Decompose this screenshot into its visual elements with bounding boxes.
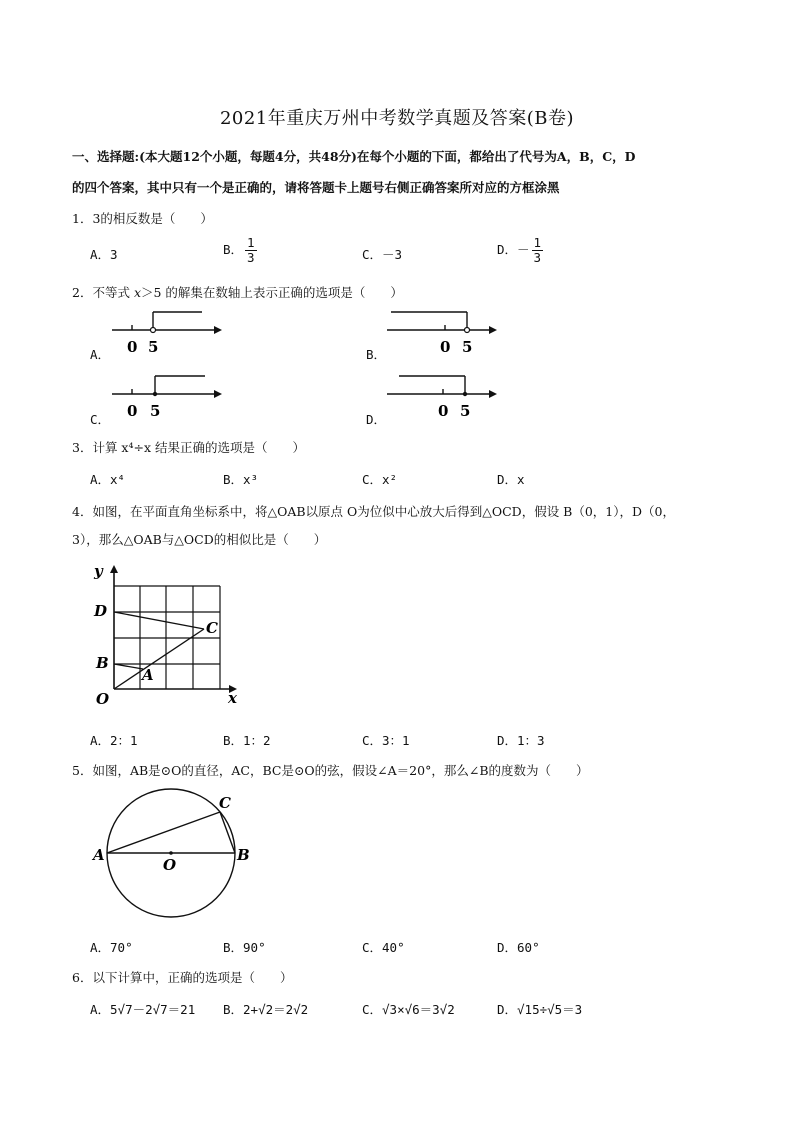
q2-d-tick-0: 0 bbox=[438, 402, 449, 420]
q5-option-c: C．40° bbox=[362, 940, 405, 955]
page-title: 2021年重庆万州中考数学真题及答案(B卷) bbox=[219, 108, 575, 129]
q1-option-d bbox=[497, 236, 543, 265]
q2-stem bbox=[72, 283, 403, 301]
q3-option-d: D．x bbox=[497, 472, 525, 487]
q4-label-o: O bbox=[96, 690, 110, 708]
section-instruction-line2: 的四个答案，其中只有一个是正确的，请将答题卡上题号右侧正确答案所对应的方框涂黑 bbox=[72, 180, 560, 195]
q2-c-tick-5: 5 bbox=[150, 402, 161, 420]
q4-stem-line1: 4．如图，在平面直角坐标系中，将△OAB以原点 O为位似中心放大后得到△OCD，假设 B（0，1），D（0， bbox=[72, 504, 675, 519]
q1-option-d-prefix: D．－ bbox=[497, 242, 530, 257]
q1-option-d-fraction bbox=[532, 236, 544, 265]
q2-label-a: A． bbox=[90, 347, 111, 362]
q5-label-b: B bbox=[237, 846, 250, 864]
q4-option-c: C．3：1 bbox=[362, 733, 410, 748]
q1-d-numerator: 1 bbox=[533, 235, 542, 250]
q5-label-o: O bbox=[163, 856, 177, 874]
q2-a-tick-0: 0 bbox=[127, 338, 138, 356]
q1-option-b bbox=[223, 236, 257, 265]
q2-number-line-a bbox=[110, 308, 230, 358]
q4-label-x: x bbox=[228, 689, 237, 707]
q1-stem: 1．3的相反数是（ ） bbox=[72, 211, 213, 226]
q1-option-c: C．－3 bbox=[362, 247, 403, 262]
q4-label-a: A bbox=[142, 666, 154, 684]
q2-d-tick-5: 5 bbox=[460, 402, 471, 420]
q5-option-d: D．60° bbox=[497, 940, 540, 955]
q1-option-b-fraction bbox=[245, 236, 257, 265]
q4-label-c: C bbox=[206, 619, 218, 637]
q1-b-numerator: 1 bbox=[247, 235, 255, 250]
q3-option-c: C．x² bbox=[362, 472, 398, 487]
q1-option-a: A．3 bbox=[90, 247, 118, 262]
q2-b-tick-0: 0 bbox=[440, 338, 451, 356]
q2-label-b: B． bbox=[366, 347, 387, 362]
q5-chord-ac bbox=[107, 812, 220, 853]
q4-label-y: y bbox=[94, 562, 103, 580]
q2-number-line-d bbox=[385, 372, 505, 422]
q4-triangles bbox=[114, 612, 204, 689]
q3-option-b: B．x³ bbox=[223, 472, 259, 487]
q5-label-c: C bbox=[219, 794, 231, 812]
q2-number-line-c bbox=[110, 372, 230, 422]
q2-b-tick-5: 5 bbox=[462, 338, 473, 356]
q2-label-c: C． bbox=[90, 412, 111, 427]
section-instruction-line1: 一、选择题:(本大题12个小题，每题4分，共48分)在每个小题的下面，都给出了代号为A，B，C，D bbox=[72, 149, 636, 164]
q6-option-d: D．√15÷√5＝3 bbox=[497, 1002, 583, 1017]
q6-stem: 6．以下计算中，正确的选项是（ ） bbox=[72, 970, 293, 985]
q1-d-denominator: 3 bbox=[533, 250, 542, 265]
q1-option-b-prefix: B． bbox=[223, 242, 244, 257]
q4-option-a: A．2：1 bbox=[90, 733, 138, 748]
q5-center-dot bbox=[169, 851, 173, 855]
q6-option-c: C．√3×√6＝3√2 bbox=[362, 1002, 455, 1017]
q5-stem: 5．如图，AB是⊙O的直径，AC，BC是⊙O的弦，假设∠A＝20°，那么∠B的度数为（ ） bbox=[72, 763, 589, 778]
q2-label-d: D． bbox=[366, 412, 387, 427]
q5-label-a: A bbox=[93, 846, 105, 864]
q2-a-tick-5: 5 bbox=[148, 338, 159, 356]
q2-stem-prefix: 2．不等式 bbox=[72, 285, 134, 300]
q3-option-a: A．x⁴ bbox=[90, 472, 126, 487]
q5-chord-bc bbox=[220, 812, 235, 853]
q4-stem-line2: 3），那么△OAB与△OCD的相似比是（ ） bbox=[72, 532, 327, 547]
q4-y-arrow-icon bbox=[110, 565, 118, 573]
q4-option-b: B．1：2 bbox=[223, 733, 271, 748]
q1-b-denominator: 3 bbox=[247, 250, 255, 265]
q2-c-tick-0: 0 bbox=[127, 402, 138, 420]
q2-number-line-b bbox=[385, 308, 505, 358]
q4-option-d: D．1：3 bbox=[497, 733, 545, 748]
q4-coordinate-figure bbox=[88, 560, 248, 708]
q4-grid bbox=[114, 586, 220, 689]
q5-option-a: A．70° bbox=[90, 940, 133, 955]
q4-label-b: B bbox=[96, 654, 109, 672]
q4-label-d: D bbox=[94, 602, 108, 620]
q2-stem-variable: x bbox=[133, 285, 141, 300]
q5-circle-figure bbox=[88, 780, 258, 930]
q3-stem: 3．计算 x⁴÷x 结果正确的选项是（ ） bbox=[72, 440, 305, 455]
q6-option-a: A．5√7－2√7＝21 bbox=[90, 1002, 196, 1017]
q2-stem-suffix: ＞5 的解集在数轴上表示正确的选项是（ ） bbox=[141, 285, 403, 300]
q6-option-b: B．2+√2＝2√2 bbox=[223, 1002, 309, 1017]
q5-option-b: B．90° bbox=[223, 940, 266, 955]
